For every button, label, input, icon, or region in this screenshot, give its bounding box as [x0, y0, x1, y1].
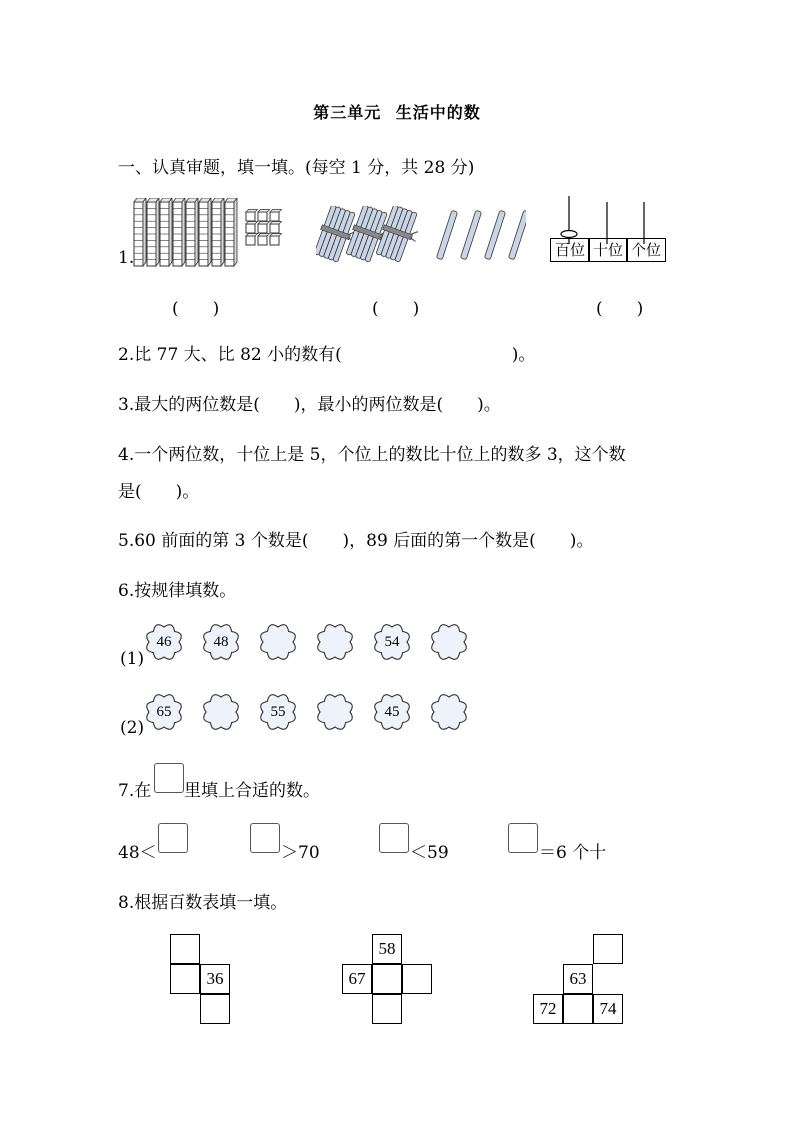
- flower-number: 55: [270, 704, 286, 720]
- q7-item2-right: ＞70: [281, 843, 320, 863]
- q8-grid3-cell[interactable]: [593, 934, 623, 964]
- q7-item4-box[interactable]: [508, 823, 538, 853]
- unit-cube: [258, 234, 270, 246]
- unit-cube: [258, 222, 270, 234]
- flower-number-cell: [370, 620, 414, 664]
- flower-number: 54: [384, 634, 400, 650]
- q4-line2: 是( )。: [118, 482, 200, 502]
- ten-rod: [225, 198, 237, 266]
- ten-rod: [212, 198, 224, 266]
- abacus-figure: [548, 196, 670, 268]
- ten-rod: [147, 198, 159, 266]
- q8-grid2-cell: 67: [342, 964, 372, 994]
- q1-number: 1.: [118, 248, 135, 268]
- q2-prefix: 2.比 77 大、比 82 小的数有(: [118, 345, 342, 365]
- q8-grid3-cell: 74: [593, 994, 623, 1024]
- ten-rod: [186, 198, 198, 266]
- abacus-label-ones: 个位: [626, 238, 666, 262]
- flower-number-cell[interactable]: [256, 620, 300, 664]
- flower-number-cell: [370, 690, 414, 734]
- q8-grid1-cell: 36: [200, 964, 230, 994]
- q1-blank-3[interactable]: ( ): [596, 299, 644, 319]
- q8-grid1-cell[interactable]: [170, 934, 200, 964]
- q7-item2-box[interactable]: [250, 823, 280, 853]
- q8-grid1-cell[interactable]: [170, 964, 200, 994]
- unit-cube: [270, 210, 282, 222]
- flower-number-cell[interactable]: [199, 690, 243, 734]
- flower-number-cell[interactable]: [313, 690, 357, 734]
- q3-text: 3.最大的两位数是( )，最小的两位数是( )。: [118, 395, 501, 415]
- q8-grid2-cell[interactable]: [372, 994, 402, 1024]
- unit-cube: [246, 234, 258, 246]
- q2-text: [118, 340, 535, 365]
- q8-grid3-cell[interactable]: [563, 994, 593, 1024]
- flower-number: [313, 620, 357, 664]
- ten-rod: [160, 198, 172, 266]
- flower-number-cell[interactable]: [427, 620, 471, 664]
- q6-row1-label: (1): [120, 649, 145, 669]
- flower-number: 45: [384, 704, 400, 720]
- flower-number-cell[interactable]: [313, 620, 357, 664]
- q7-text: [118, 776, 151, 801]
- section-heading: 一、认真审题，填一填。(每空 1 分，共 28 分): [118, 158, 475, 178]
- q7-item4-right: ＝6 个十: [539, 843, 607, 863]
- q7-sample-box: [154, 763, 184, 793]
- flower-number-cell: [142, 620, 186, 664]
- flower-number: [199, 690, 243, 734]
- single-stick: [460, 210, 481, 259]
- q8-grid2-cell: 58: [372, 934, 402, 964]
- q4-line1: 4.一个两位数，十位上是 5，个位上的数比十位上的数多 3，这个数: [118, 445, 626, 465]
- q5-text: 5.60 前面的第 3 个数是( )，89 后面的第一个数是( )。: [118, 531, 594, 551]
- q8-text: 8.根据百数表填一填。: [118, 893, 288, 913]
- flower-number-cell: [256, 690, 300, 734]
- q7-item1-box[interactable]: [158, 823, 188, 853]
- flower-number: 46: [156, 634, 172, 650]
- q8-grid2-cell[interactable]: [372, 964, 402, 994]
- abacus-label-tens: 十位: [588, 238, 628, 262]
- unit-cube: [246, 210, 258, 222]
- flower-number-cell[interactable]: [427, 690, 471, 734]
- q7-prefix: 7.在: [118, 781, 152, 801]
- q1-blank-1[interactable]: ( ): [172, 299, 220, 319]
- unit-cube: [270, 222, 282, 234]
- flower-number: 65: [156, 704, 172, 720]
- page-title: [0, 100, 794, 123]
- abacus-label-hundreds: 百位: [550, 238, 590, 262]
- flower-number-cell: [142, 690, 186, 734]
- flower-number: [427, 690, 471, 734]
- q7-suffix: 里填上合适的数。: [184, 781, 320, 801]
- unit-label: 第三单元: [313, 103, 382, 122]
- flower-number: [427, 620, 471, 664]
- tens-blocks-figure: [132, 198, 288, 270]
- q7-item3-right: ＜59: [410, 843, 449, 863]
- q8-grid1-cell[interactable]: [200, 994, 230, 1024]
- flower-number: 48: [213, 634, 229, 650]
- ten-rod: [134, 198, 146, 266]
- q8-grid3-cell: 63: [563, 964, 593, 994]
- single-stick: [484, 210, 505, 259]
- unit-name: 生活中的数: [395, 103, 481, 122]
- ten-rod: [199, 198, 211, 266]
- abacus-rods: [548, 196, 670, 244]
- flower-number-cell: [199, 620, 243, 664]
- q7-item3-box[interactable]: [379, 823, 409, 853]
- stick-bundles-figure: [316, 206, 526, 266]
- single-stick: [508, 210, 526, 259]
- ten-rod: [173, 198, 185, 266]
- unit-cube: [270, 234, 282, 246]
- single-stick: [436, 210, 457, 259]
- flower-number: [313, 690, 357, 734]
- q6-row2-label: (2): [120, 718, 145, 738]
- unit-cube: [246, 222, 258, 234]
- flower-number: [256, 620, 300, 664]
- q8-grid3-cell: 72: [533, 994, 563, 1024]
- q1-blank-2[interactable]: ( ): [372, 299, 420, 319]
- unit-cube: [258, 210, 270, 222]
- q6-text: 6.按规律填数。: [118, 581, 237, 601]
- q8-grid2-cell[interactable]: [402, 964, 432, 994]
- q2-suffix: )。: [511, 345, 536, 365]
- q7-item1-left: 48＜: [118, 843, 157, 863]
